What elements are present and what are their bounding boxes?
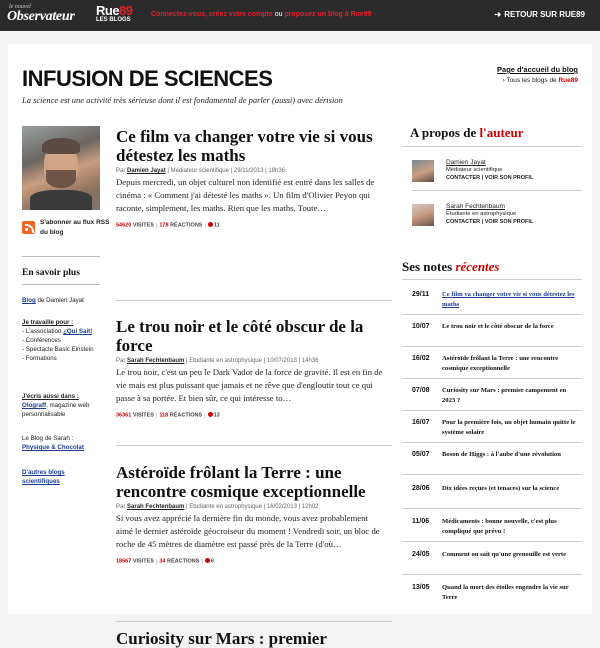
rss-label: S'abonner au flux RSS du blog — [40, 219, 110, 236]
divider — [402, 574, 582, 575]
post-meta: Par Damien Jayat | Médiateur scientifique | 29/11/2013 | 18h36 — [116, 168, 286, 174]
divider — [402, 314, 582, 315]
physique-chocolat-link[interactable]: Physique & Chocolat — [22, 444, 84, 451]
divider — [402, 410, 582, 411]
top-bar — [0, 0, 600, 31]
back-to-rue89-link[interactable] — [495, 10, 585, 19]
comment-dot-icon — [205, 558, 210, 563]
other-science-blogs-link[interactable]: D'autres blogs scientifiques — [22, 469, 65, 485]
logo-small-text: le nouvel — [9, 4, 31, 10]
sarah-heading: Le Blog de Sarah : — [22, 435, 74, 442]
logo-name: Observateur — [7, 9, 75, 24]
propose-blog-link[interactable]: proposez un blog à Rue89 — [284, 11, 372, 18]
rue89-blogs-label: LES BLOGS — [96, 17, 131, 23]
olograff-link[interactable]: Olograff — [22, 402, 47, 409]
about-author-heading: A propos de l'auteur — [410, 125, 524, 140]
section-title-en-savoir-plus: En savoir plus — [22, 268, 80, 278]
post-meta: Par Sarah Fechtenbaum | Etudiante en astrophysique | 10/07/2013 | 14h36 — [116, 358, 319, 364]
divider — [22, 256, 100, 257]
blog-home-link[interactable]: Page d'accueil du blog — [497, 65, 578, 74]
post-author-link[interactable]: Sarah Fechtenbaum — [127, 504, 185, 510]
post-excerpt: Depuis mercredi, un objet culturel non identifié est entré dans les salles de cinéma : « Comment j'ai détesté les maths ». Un film d'Olivier Peyon qui raconte, simplement, les maths. Rien que les maths. Toute… — [116, 177, 375, 213]
recent-notes-heading: Ses notes récentes — [402, 259, 500, 274]
qui-sait-link[interactable]: ¿Qui Sait! — [63, 328, 93, 335]
sarah-block — [22, 434, 106, 452]
divider — [402, 378, 582, 379]
work-heading: Je travaille pour : — [22, 319, 74, 326]
author-role: Médiateur scientifique — [446, 167, 503, 173]
account-message — [151, 11, 372, 18]
back-label: RETOUR SUR RUE89 — [504, 10, 585, 19]
rue89-wordmark: Rue89 — [96, 3, 133, 18]
divider — [116, 300, 392, 301]
divider — [402, 279, 582, 280]
comment-dot-icon — [208, 222, 213, 227]
post-item — [116, 317, 384, 419]
post-item — [116, 629, 384, 648]
divider — [116, 621, 392, 622]
post-author-link[interactable]: Damien Jayat — [127, 168, 166, 174]
divider — [116, 445, 392, 446]
arrow-right-icon: ➜ — [494, 10, 502, 19]
post-item — [116, 463, 384, 565]
author-contact-profile-links[interactable]: CONTACTER | VOIR SON PROFIL — [446, 175, 534, 181]
author-avatar[interactable] — [412, 160, 434, 182]
wrote-block: J'écris aussi dans : Olograff, magazine web personnalisable — [22, 392, 106, 419]
blog-link[interactable]: Blog — [22, 297, 36, 304]
author-avatar[interactable] — [412, 204, 434, 226]
blog-credit: Blog de Damien Jayat — [22, 297, 84, 304]
post-excerpt: Le trou noir, c'est un peu le Dark Vador de la force de gravité. Il est en fin de vie mais est plus puissant que jamais et ne rêve que d'engloutir tout ce qui passe à sa portée. Et bien sûr, ce qui intéresse to… — [116, 367, 383, 403]
post-author-link[interactable]: Sarah Fechtenbaum — [127, 358, 185, 364]
divider — [402, 508, 582, 509]
divider — [402, 541, 582, 542]
post-stats: 36361 VISITES | 118 RÉACTIONS | 13 — [116, 412, 220, 419]
reactions-link[interactable]: 34 RÉACTIONS — [159, 558, 200, 565]
divider — [402, 146, 582, 147]
nouvel-observateur-logo[interactable] — [7, 3, 91, 27]
all-blogs-link[interactable]: › Tous les blogs de Rue89 — [502, 77, 578, 84]
post-excerpt: Si vous avez apprécié la dernière fin du monde, vous avez probablement aimé le dernier astéroïde géocroiseur du moment ! Vendredi soir, un bloc de roche de 45 mètres de diamètre est passé près de la Terre (d'où… — [116, 513, 380, 549]
rue89-logo[interactable] — [96, 3, 138, 27]
author-role: Etudiante en astrophysique — [446, 211, 517, 217]
reactions-link[interactable]: 118 RÉACTIONS — [159, 412, 203, 419]
post-title[interactable]: Curiosity sur Mars : premier — [116, 629, 327, 648]
reactions-link[interactable]: 178 RÉACTIONS — [159, 222, 203, 229]
post-title[interactable]: Astéroïde frôlant la Terre : une rencontre cosmique exceptionnelle — [116, 463, 366, 501]
page-container: INFUSION DE SCIENCES La science est une activité très sérieuse dont il est fondamental de parler (aussi) avec dérision Page d'accueil du blog › Tous les blogs de Rue89 S'abonner au flux RSS du blog En savoir plus Blog de Damien Jayat Je travaille pour : - L'association ¿Qui Sait! - Conférences - Spectacle Basic Einstein - Formations J'écris aussi dans : Olograff, magazine web personnalisable Le Blog de Sarah : Physique & Chocolat D'autres blogs scientifiques Ce film va changer votre vie si vous détestez les maths Par Damien Jayat | Médiateur scientifique | 29/11/2013 | 18h36 Depuis mercredi, un objet culturel non identifié est entré dans les salles de cinéma : « Comment j'ai détesté les maths ». Un film d'Olivier Peyon qui raconte, simplement, les maths. Rien que les maths. Toute… 54620 VISITES | 178 RÉACTIONS | 11 Le trou noir et le côté obscur de la force Par Sarah Fechtenbaum | Etudiante en astrophysique | 10/07/2013 | 14h36 Le trou noir, c'est un peu le Dark Vador de la force de gravité. Il est en fin de vie mais est plus puissant que jamais et ne rêve que d'engloutir tout ce qui passe à sa portée. Et bien sûr, ce qui intéresse to… 36361 VISITES | 118 RÉACTIONS | 13 Astéroïde frôlant la Terre : une rencontre cosmique exceptionnelle Par Sarah Fechtenbaum | Etudiante en astrophysique | 16/02/2013 | 12h02 Si vous avez apprécié la dernière fin du monde, vous avez probablement aimé le dernier astéroïde géocroiseur du moment ! Vendredi soir, un bloc de roche de 45 mètres de diamètre est passé près de la Terre (d'où… 18667 VISITES | 34 RÉACTIONS | 6 Curiosity sur Mars : premier A propos de l'auteur Damien Jayat Médiateur scientifique CONTACTER | VOIR SON PROFIL Sarah Fechtenbaum Etudiante en astrophysique CONTACTER | VOIR SON PROFIL Ses notes récentes 29/11 Ce film va changer votre vie si vous détestez les maths 10/07 Le trou noir et le côté obscur de la force 16/02 Astéroïde frôlant la Terre : une rencontre cosmique exceptionnelle 07/08 Curiosity sur Mars : premier campement en 2023 ? 16/07 Pour la première fois, un objet humain quitte le système solaire 05/07 Boson de Higgs : à l'aube d'une révolution 28/06 Dix idées reçues (et tenaces) sur la science 11/06 Médicaments : bonne nouvelle, c'est plus compliqué que prévu ! 24/05 Comment on sait qu'une grenouille est verte 13/05 Quand la mort des étoiles engendre la vie sur Terre — [8, 44, 592, 614]
comment-dot-icon — [208, 412, 213, 417]
blog-title[interactable]: INFUSION DE SCIENCES — [22, 66, 273, 91]
divider — [402, 442, 582, 443]
author-photo — [22, 126, 100, 210]
post-stats: 54620 VISITES | 178 RÉACTIONS | 11 — [116, 222, 220, 229]
connect-link[interactable]: Connectez-vous, créez votre compte — [151, 11, 273, 18]
wrote-heading: J'écris aussi dans : — [22, 393, 79, 400]
author-name-link[interactable]: Sarah Fechtenbaum — [446, 203, 505, 210]
divider — [412, 190, 582, 191]
post-title[interactable]: Ce film va changer votre vie si vous détestez les maths — [116, 127, 373, 165]
post-item — [116, 127, 384, 229]
work-block: Je travaille pour : - L'association ¿Qui Sait! - Conférences - Spectacle Basic Einstein - Formations — [22, 318, 106, 363]
post-meta: Par Sarah Fechtenbaum | Etudiante en astrophysique | 16/02/2013 | 12h02 — [116, 504, 319, 510]
author-contact-profile-links[interactable]: CONTACTER | VOIR SON PROFIL — [446, 219, 534, 225]
author-name-link[interactable]: Damien Jayat — [446, 159, 486, 166]
divider — [22, 284, 100, 285]
post-title[interactable]: Le trou noir et le côté obscur de la force — [116, 317, 364, 355]
others-block — [22, 468, 92, 486]
divider — [402, 346, 582, 347]
rss-icon — [22, 221, 35, 234]
or-text: ou — [272, 11, 285, 18]
blog-tagline: La science est une activité très sérieuse dont il est fondamental de parler (aussi) avec dérision — [22, 95, 343, 105]
divider — [402, 474, 582, 475]
post-stats: 18667 VISITES | 34 RÉACTIONS | 6 — [116, 558, 214, 565]
